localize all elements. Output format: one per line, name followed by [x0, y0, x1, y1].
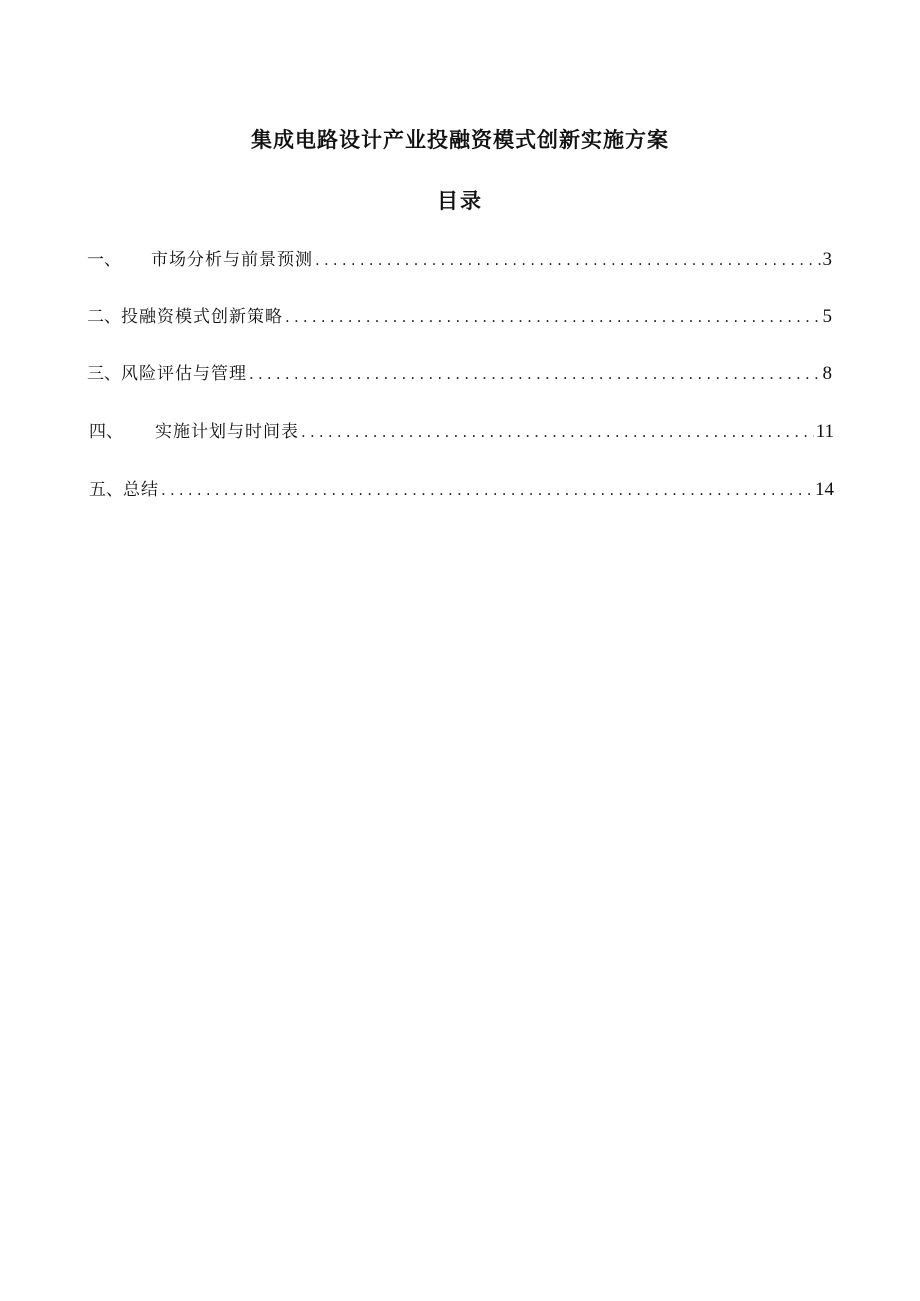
toc-dot-leader — [285, 310, 821, 325]
toc-entry-number: 二、 — [87, 307, 121, 327]
toc-entry-implementation-plan[interactable] — [89, 417, 834, 443]
toc-entry-label: 市场分析与前景预测 — [151, 250, 313, 270]
toc-entry-page-number: 11 — [815, 421, 834, 442]
toc-entry-risk-management[interactable] — [87, 359, 832, 385]
toc-entry-label: 总结 — [123, 480, 159, 500]
toc-entry-number: 五、 — [89, 480, 123, 500]
toc-dot-leader — [161, 483, 813, 498]
toc-heading: 目录 — [437, 189, 483, 213]
toc-entry-page-number: 14 — [815, 479, 834, 500]
toc-entry-number: 一、 — [87, 250, 121, 270]
toc-entry-label: 实施计划与时间表 — [155, 422, 299, 442]
toc-entry-summary[interactable] — [89, 475, 834, 501]
toc-dot-leader — [315, 253, 821, 268]
toc-entry-number: 四、 — [89, 422, 123, 442]
toc-dot-leader — [301, 425, 814, 440]
toc-entry-page-number: 3 — [822, 249, 832, 270]
toc-entry-page-number: 5 — [822, 306, 832, 327]
toc-entry-number: 三、 — [87, 364, 121, 384]
toc-entry-investment-strategy[interactable] — [87, 302, 832, 328]
document-title: 集成电路设计产业投融资模式创新实施方案 — [251, 128, 669, 152]
toc-entry-page-number: 8 — [822, 363, 832, 384]
toc-entry-label: 投融资模式创新策略 — [121, 307, 283, 327]
toc-dot-leader — [249, 367, 821, 382]
toc-entry-label: 风险评估与管理 — [121, 364, 247, 384]
toc-entry-market-analysis[interactable] — [87, 245, 832, 271]
